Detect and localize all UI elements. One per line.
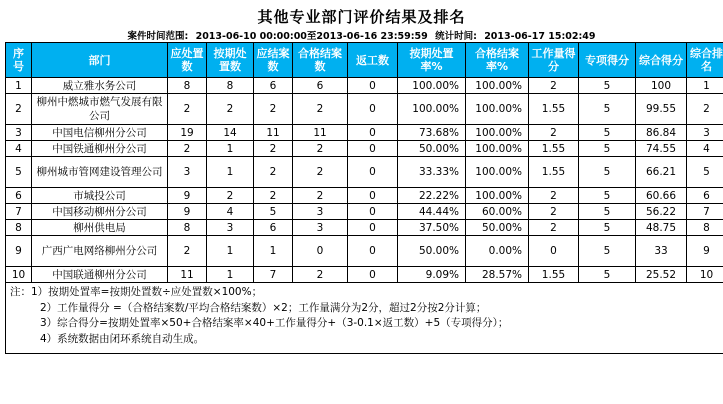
cell-rank: 3 [687, 125, 723, 141]
cell-total: 48.75 [636, 220, 687, 236]
cell-qualified-rate: 50.00% [466, 220, 529, 236]
cell-qualified-rate: 60.00% [466, 204, 529, 220]
cell-qualified-rate: 28.57% [466, 267, 529, 283]
cell-workload: 2 [529, 220, 579, 236]
cell-rework: 0 [348, 267, 398, 283]
cell-dept: 威立雅水务公司 [32, 78, 168, 94]
cell-should-handle: 2 [168, 94, 207, 125]
cell-ontime-handle: 8 [207, 78, 254, 94]
column-header: 综合得分 [636, 43, 687, 78]
notes-row [6, 283, 723, 354]
cell-should-handle: 19 [168, 125, 207, 141]
cell-ontime-handle: 4 [207, 204, 254, 220]
cell-total: 66.21 [636, 157, 687, 188]
cell-qualified-close: 2 [293, 157, 348, 188]
cell-workload: 1.55 [529, 141, 579, 157]
cell-rank: 4 [687, 141, 723, 157]
cell-should-close: 2 [254, 94, 293, 125]
table-row [6, 125, 723, 141]
cell-should-close: 1 [254, 236, 293, 267]
cell-qualified-rate: 100.00% [466, 78, 529, 94]
cell-workload: 2 [529, 188, 579, 204]
cell-qualified-close: 6 [293, 78, 348, 94]
column-header: 合格结案数 [293, 43, 348, 78]
column-header: 序号 [6, 43, 32, 78]
cell-qualified-close: 2 [293, 94, 348, 125]
cell-rework: 0 [348, 157, 398, 188]
table-header-row [6, 43, 723, 78]
table-row [6, 94, 723, 125]
cell-ontime-rate: 22.22% [398, 188, 466, 204]
cell-ontime-handle: 14 [207, 125, 254, 141]
column-header: 按期处置率% [398, 43, 466, 78]
note-line: 3）综合得分=按期处置率×50+合格结案率×40+工作量得分+（3-0.1×返工数）+5（专项得分）； [40, 317, 509, 329]
cell-ontime-handle: 3 [207, 220, 254, 236]
cell-dept: 中国联通柳州分公司 [32, 267, 168, 283]
cell-should-close: 5 [254, 204, 293, 220]
column-header: 综合排名 [687, 43, 723, 78]
cell-ontime-rate: 73.68% [398, 125, 466, 141]
cell-rework: 0 [348, 94, 398, 125]
cell-total: 33 [636, 236, 687, 267]
cell-total: 100 [636, 78, 687, 94]
cell-qualified-close: 3 [293, 220, 348, 236]
cell-should-handle: 8 [168, 78, 207, 94]
cell-special: 5 [579, 236, 636, 267]
cell-qualified-rate: 0.00% [466, 236, 529, 267]
cell-rework: 0 [348, 236, 398, 267]
cell-special: 5 [579, 78, 636, 94]
cell-total: 99.55 [636, 94, 687, 125]
cell-rank: 6 [687, 188, 723, 204]
cell-dept: 柳州中燃城市燃气发展有限公司 [32, 94, 168, 125]
table-row [6, 204, 723, 220]
cell-qualified-rate: 100.00% [466, 188, 529, 204]
cell-rework: 0 [348, 188, 398, 204]
table-row [6, 157, 723, 188]
column-header: 部门 [32, 43, 168, 78]
cell-ontime-rate: 50.00% [398, 236, 466, 267]
table-row [6, 78, 723, 94]
cell-should-close: 6 [254, 78, 293, 94]
cell-should-handle: 8 [168, 220, 207, 236]
cell-dept: 中国电信柳州分公司 [32, 125, 168, 141]
cell-dept: 中国移动柳州分公司 [32, 204, 168, 220]
cell-special: 5 [579, 125, 636, 141]
stat-value: 2013-06-17 15:02:49 [484, 31, 596, 42]
cell-dept: 柳州供电局 [32, 220, 168, 236]
cell-special: 5 [579, 220, 636, 236]
cell-should-handle: 9 [168, 204, 207, 220]
column-header: 专项得分 [579, 43, 636, 78]
cell-no: 8 [6, 220, 32, 236]
cell-total: 60.66 [636, 188, 687, 204]
cell-qualified-close: 2 [293, 188, 348, 204]
cell-workload: 1.55 [529, 94, 579, 125]
cell-total: 74.55 [636, 141, 687, 157]
notes-cell [6, 283, 723, 354]
cell-ontime-rate: 37.50% [398, 220, 466, 236]
cell-ontime-rate: 44.44% [398, 204, 466, 220]
cell-should-close: 7 [254, 267, 293, 283]
cell-should-handle: 9 [168, 188, 207, 204]
cell-qualified-close: 3 [293, 204, 348, 220]
cell-no: 10 [6, 267, 32, 283]
cell-should-handle: 2 [168, 141, 207, 157]
cell-should-close: 2 [254, 157, 293, 188]
cell-rework: 0 [348, 141, 398, 157]
cell-no: 4 [6, 141, 32, 157]
cell-should-close: 6 [254, 220, 293, 236]
cell-dept: 中国铁通柳州分公司 [32, 141, 168, 157]
note-line: 注：1）按期处置率=按期处置数÷应处置数×100%； [10, 286, 263, 298]
cell-no: 9 [6, 236, 32, 267]
column-header: 应处置数 [168, 43, 207, 78]
cell-qualified-rate: 100.00% [466, 157, 529, 188]
cell-no: 2 [6, 94, 32, 125]
column-header: 合格结案率% [466, 43, 529, 78]
cell-workload: 0 [529, 236, 579, 267]
cell-dept: 广西广电网络柳州分公司 [32, 236, 168, 267]
cell-rank: 1 [687, 78, 723, 94]
cell-rework: 0 [348, 78, 398, 94]
column-header: 返工数 [348, 43, 398, 78]
cell-ontime-rate: 100.00% [398, 94, 466, 125]
cell-total: 56.22 [636, 204, 687, 220]
cell-workload: 2 [529, 125, 579, 141]
cell-ontime-handle: 1 [207, 267, 254, 283]
cell-special: 5 [579, 204, 636, 220]
cell-qualified-close: 2 [293, 141, 348, 157]
cell-ontime-handle: 1 [207, 141, 254, 157]
cell-should-handle: 3 [168, 157, 207, 188]
stat-label: 统计时间: [435, 31, 477, 42]
cell-rank: 9 [687, 236, 723, 267]
period-line [0, 28, 723, 42]
cell-no: 5 [6, 157, 32, 188]
cell-dept: 市城投公司 [32, 188, 168, 204]
range-value: 2013-06-10 00:00:00至2013-06-16 23:59:59 [195, 31, 428, 42]
cell-special: 5 [579, 267, 636, 283]
ranking-table [5, 42, 723, 354]
cell-workload: 1.55 [529, 267, 579, 283]
cell-should-close: 2 [254, 188, 293, 204]
cell-no: 7 [6, 204, 32, 220]
cell-rework: 0 [348, 220, 398, 236]
cell-qualified-close: 11 [293, 125, 348, 141]
cell-workload: 2 [529, 78, 579, 94]
cell-ontime-handle: 1 [207, 236, 254, 267]
cell-dept: 柳州城市管网建设管理公司 [32, 157, 168, 188]
cell-qualified-rate: 100.00% [466, 125, 529, 141]
cell-rework: 0 [348, 125, 398, 141]
note-line: 2）工作量得分 =（合格结案数/平均合格结案数）×2；工作量满分为2分，超过2分按2分计算； [40, 301, 487, 314]
cell-rank: 8 [687, 220, 723, 236]
cell-ontime-rate: 33.33% [398, 157, 466, 188]
cell-qualified-close: 0 [293, 236, 348, 267]
table-row [6, 188, 723, 204]
table-row [6, 220, 723, 236]
note-line: 4）系统数据由闭环系统自动生成。 [40, 332, 205, 345]
cell-ontime-rate: 9.09% [398, 267, 466, 283]
cell-ontime-handle: 1 [207, 157, 254, 188]
cell-workload: 2 [529, 204, 579, 220]
column-header: 按期处置数 [207, 43, 254, 78]
cell-no: 6 [6, 188, 32, 204]
cell-special: 5 [579, 157, 636, 188]
cell-rank: 2 [687, 94, 723, 125]
cell-special: 5 [579, 188, 636, 204]
column-header: 应结案数 [254, 43, 293, 78]
page-title: 其他专业部门评价结果及排名 [257, 8, 466, 26]
cell-special: 5 [579, 94, 636, 125]
cell-rank: 5 [687, 157, 723, 188]
cell-ontime-handle: 2 [207, 94, 254, 125]
table-row [6, 141, 723, 157]
cell-ontime-handle: 2 [207, 188, 254, 204]
cell-rank: 7 [687, 204, 723, 220]
cell-ontime-rate: 100.00% [398, 78, 466, 94]
cell-no: 1 [6, 78, 32, 94]
cell-qualified-rate: 100.00% [466, 141, 529, 157]
cell-should-handle: 11 [168, 267, 207, 283]
cell-total: 25.52 [636, 267, 687, 283]
cell-no: 3 [6, 125, 32, 141]
cell-qualified-close: 2 [293, 267, 348, 283]
cell-should-close: 11 [254, 125, 293, 141]
cell-rework: 0 [348, 204, 398, 220]
cell-ontime-rate: 50.00% [398, 141, 466, 157]
range-label: 案件时间范围: [127, 31, 189, 42]
cell-total: 86.84 [636, 125, 687, 141]
cell-workload: 1.55 [529, 157, 579, 188]
table-row [6, 267, 723, 283]
cell-should-close: 2 [254, 141, 293, 157]
table-row [6, 236, 723, 267]
cell-rank: 10 [687, 267, 723, 283]
table-body [6, 78, 723, 354]
column-header: 工作量得分 [529, 43, 579, 78]
cell-special: 5 [579, 141, 636, 157]
cell-qualified-rate: 100.00% [466, 94, 529, 125]
cell-should-handle: 2 [168, 236, 207, 267]
